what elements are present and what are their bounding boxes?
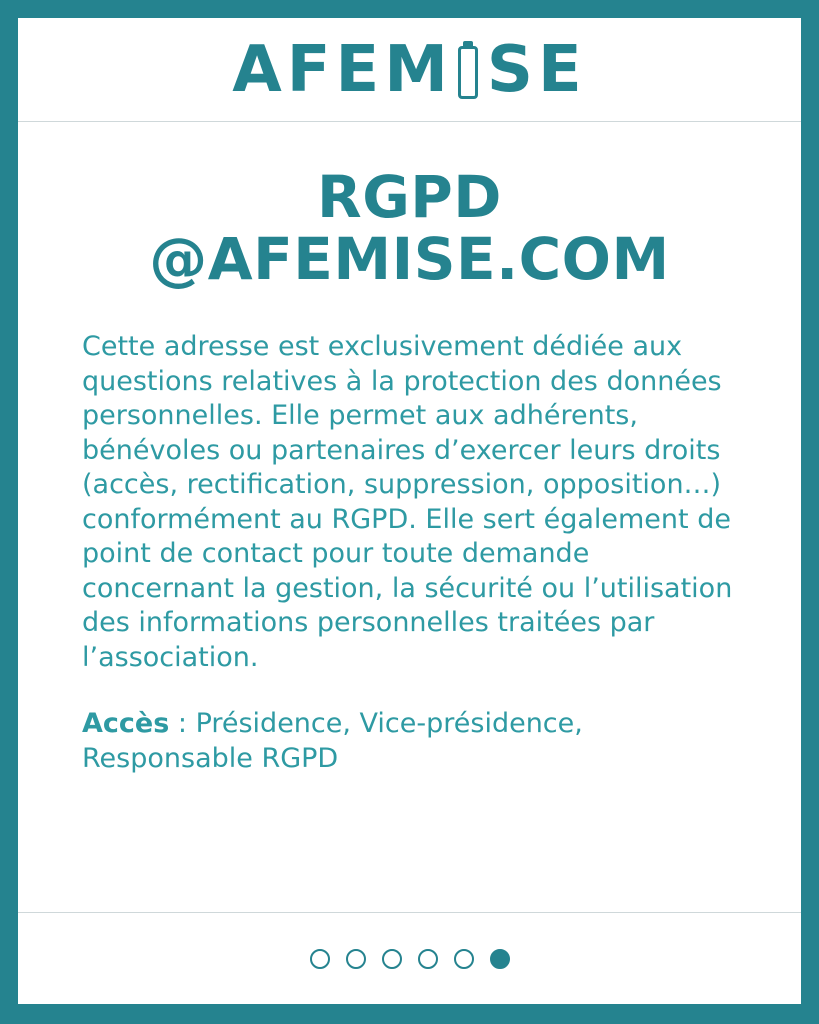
pagination-dots [18, 912, 801, 1004]
logo-text-after: SE [486, 32, 587, 107]
page-title-line-2: @AFEMISE.COM [149, 225, 670, 294]
page-title-line-1: RGPD [317, 163, 502, 231]
pagination-dot-2[interactable] [346, 949, 366, 969]
access-line [76, 706, 743, 777]
battery-icon [455, 41, 481, 99]
pagination-dot-1[interactable] [310, 949, 330, 969]
pagination-dot-6[interactable] [490, 949, 510, 969]
description-paragraph: Cette adresse est exclusivement dédiée aux questions relatives à la protection des données personnelles. Elle permet aux adhérents, bénévoles ou partenaires d’exercer leurs droits (accès, rectification, suppression, opposition…) conformément au RGPD. Elle sert également de point de contact pour toute demande concernant la gestion, la sécurité ou l’utilisation des informations personnelles traitées par l’association. [82, 331, 733, 674]
pagination-dot-3[interactable] [382, 949, 402, 969]
page-title [76, 163, 743, 294]
logo-text-before: AFEM [232, 32, 453, 107]
pagination-dot-4[interactable] [418, 949, 438, 969]
access-value: Présidence, Vice-présidence, Responsable RGPD [82, 707, 583, 775]
slide-card [18, 18, 801, 1004]
access-label: Accès [82, 707, 170, 739]
afemise-logo [232, 32, 587, 107]
access-separator: : [169, 707, 196, 739]
slide-body [18, 122, 801, 912]
brand-header [18, 18, 801, 122]
pagination-dot-5[interactable] [454, 949, 474, 969]
